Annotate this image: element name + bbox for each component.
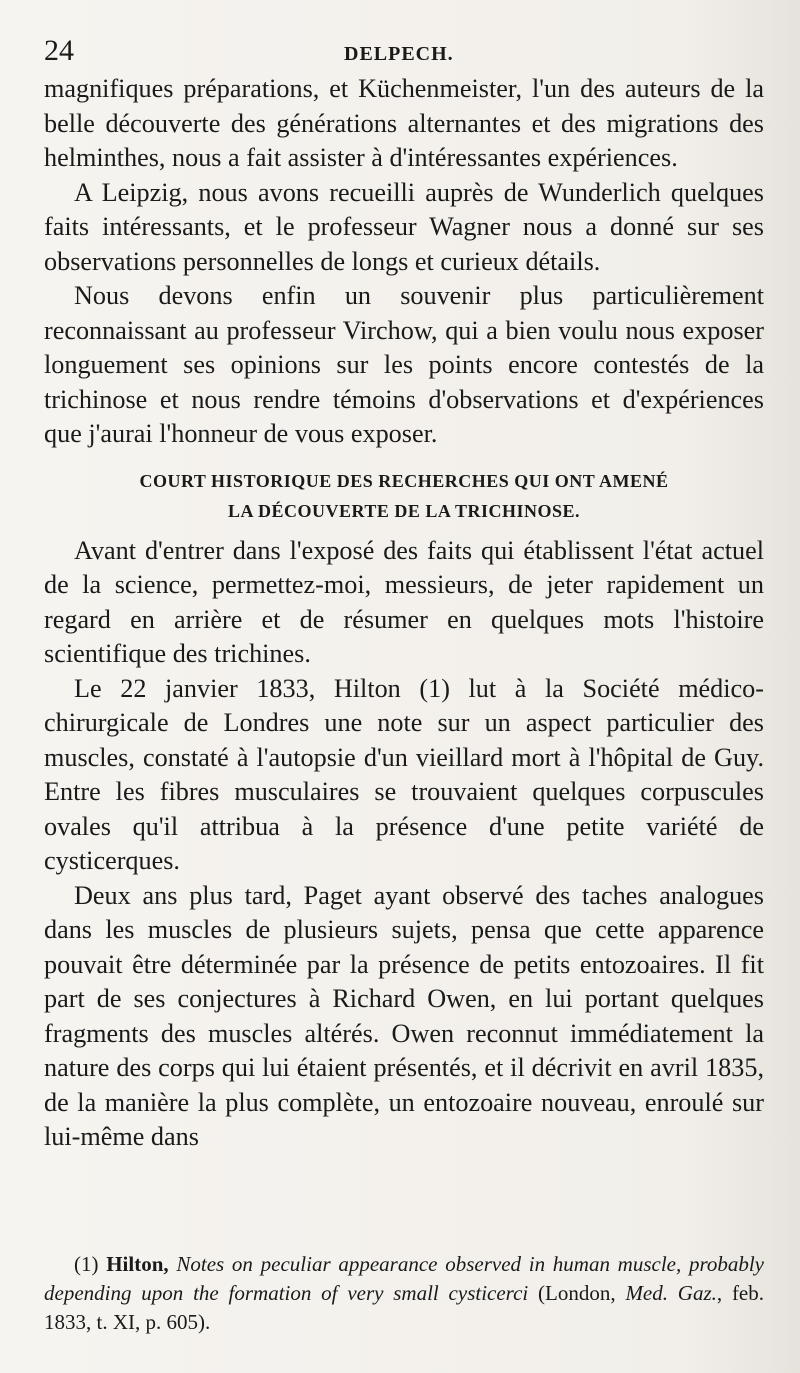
paragraph-5: Le 22 janvier 1833, Hilton (1) lut à la Société médico-chirurgicale de Londres une note sur un aspect particulier des muscles, constaté à l'autopsie d'un vieillard mort à l'hôpital de Guy. Entre les fibres musculaires se trouvaient quelques corpuscules ovales qu'il attribua à la présence d'une petite variété de cysticerques.: [44, 673, 764, 875]
page-header: [44, 34, 764, 70]
footnote-author: Hilton,: [106, 1252, 169, 1276]
body-text: [44, 72, 764, 1155]
footnote-journal: Med. Gaz.: [625, 1281, 717, 1305]
footnote-citation-end: , feb. 1833, t. XI, p. 605).: [44, 1281, 765, 1334]
section-heading-line-1: COURT HISTORIQUE DES RECHERCHES QUI ONT AMENÉ: [139, 470, 669, 491]
paragraph-6: Deux ans plus tard, Paget ayant observé des taches analogues dans les muscles de plusieurs sujets, pensa que cette apparence pouvait être déterminée par la présence de petits entozoaires. Il fit part de ses conjectures à Richard Owen, en lui portant quelques fragments des muscles altérés. Owen reconnut immédiatement la nature des corps qui lui étaient présentés, et il décrivit en avril 1835, de la manière la plus complète, un entozoaire nouveau, enroulé sur lui-même dans: [44, 880, 764, 1151]
footnote-title: Notes on peculiar appearance observed in human muscle, probably depending upon the formation of very small cysticerci: [44, 1252, 764, 1305]
paragraph-1: magnifiques préparations, et Küchenmeister, l'un des auteurs de la belle découverte des générations alternantes et des migrations des helminthes, nous a fait assister à d'intéressantes expériences.: [44, 74, 764, 172]
paragraph-4: Avant d'entrer dans l'exposé des faits qui établissent l'état actuel de la science, permettez-moi, messieurs, de jeter rapidement un regard en arrière et de résumer en quelques mots l'histoire scientifique des trichines.: [44, 535, 764, 668]
paragraph-3: Nous devons enfin un souvenir plus particulièrement reconnaissant au professeur Virchow, qui a bien voulu nous exposer longuement ses opinions sur les points encore contestés de la trichinose et nous rendre témoins d'observations et d'expériences que j'aurai l'honneur de vous exposer.: [44, 281, 764, 448]
footnote-citation-start: (London,: [538, 1281, 616, 1305]
footnote-marker: (1): [74, 1252, 99, 1276]
page-number: 24: [44, 34, 74, 67]
running-title: DELPECH.: [344, 43, 454, 65]
footnote: [44, 1250, 764, 1337]
paragraph-2: A Leipzig, nous avons recueilli auprès de Wunderlich quelques faits intéressants, et le professeur Wagner nous a donné sur ses observations personnelles de longs et curieux détails.: [44, 177, 764, 276]
section-heading-line-2: LA DÉCOUVERTE DE LA TRICHINOSE.: [227, 500, 581, 521]
section-heading: [44, 466, 764, 526]
